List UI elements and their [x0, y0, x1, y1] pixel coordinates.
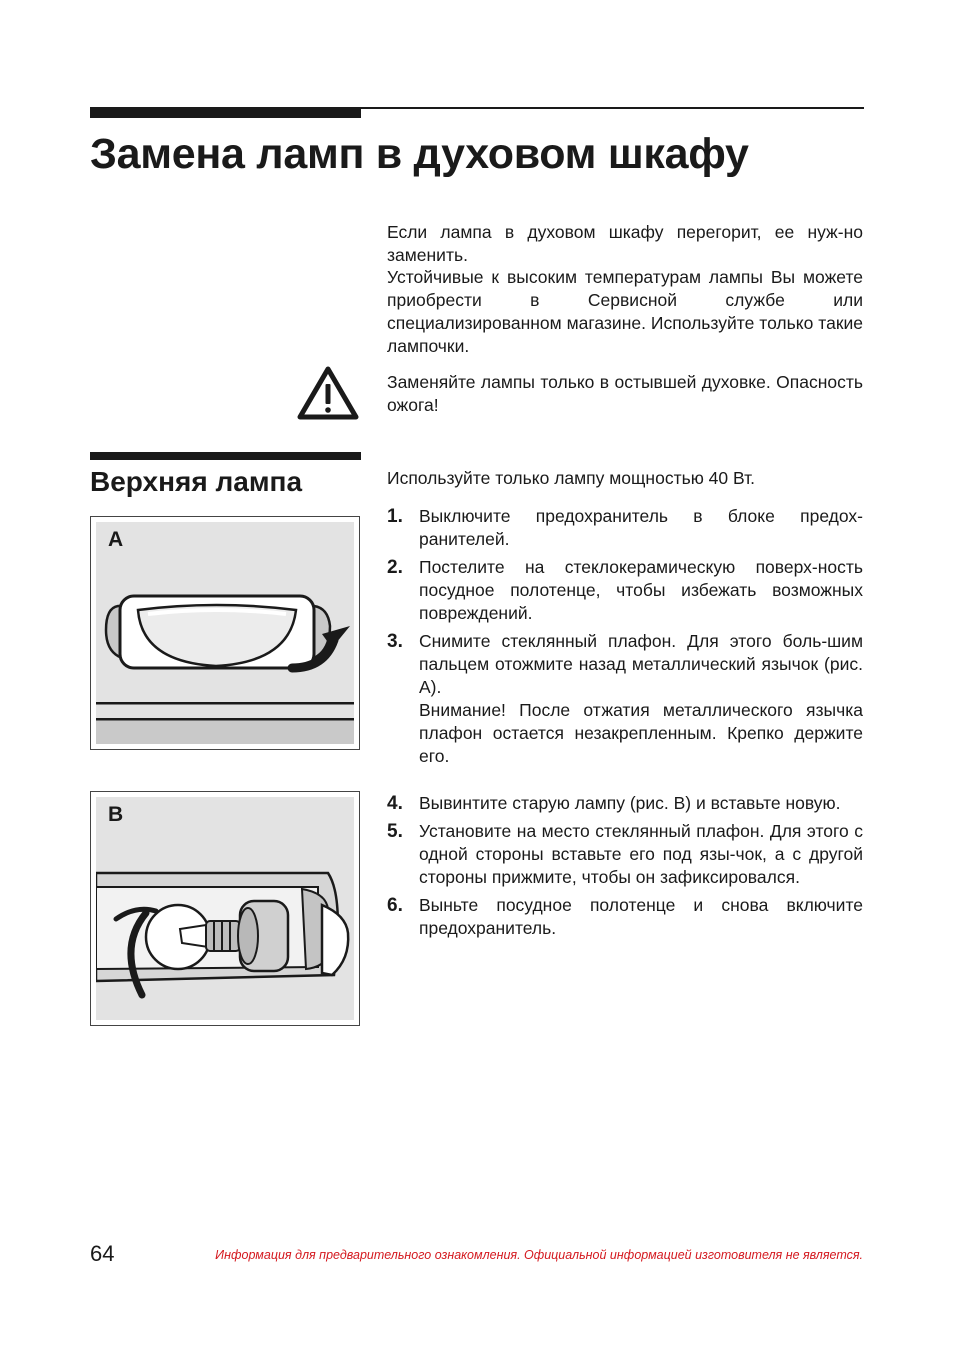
figure-a	[90, 516, 360, 750]
step-1-number: 1.	[387, 506, 403, 527]
step-1-text: Выключите предохранитель в блоке предох-ранителей.	[419, 506, 863, 549]
header-rule-thick	[90, 109, 361, 118]
section-title: Верхняя лампа	[90, 466, 303, 497]
step-2-text: Постелите на стеклокерамическую поверх-ность посудное полотенце, чтобы избежать возможных повреждений.	[419, 557, 863, 623]
step-4-text: Вывинтите старую лампу (рис. B) и вставьте новую.	[419, 793, 841, 813]
section-lead: Используйте только лампу мощностью 40 Вт.	[387, 468, 756, 488]
step-2	[387, 556, 863, 625]
steps-list-1	[387, 505, 863, 768]
page-number: 64	[90, 1241, 115, 1266]
section-rule	[90, 452, 361, 460]
step-3-text: Снимите стеклянный плафон. Для этого боль-шим пальцем отожмите назад металлический язычок (рис. A).	[419, 631, 863, 697]
figure-b-label: B	[108, 803, 124, 826]
step-4	[387, 792, 863, 815]
intro-paragraph-2: Устойчивые к высоким температурам лампы Вы можете приобрести в Сервисной службе или специализированном магазине. Используйте только такие лампочки.	[387, 267, 863, 356]
warning-triangle-icon	[297, 366, 359, 420]
figure-b	[90, 791, 360, 1026]
figure-b-panel	[96, 797, 354, 1020]
step-2-number: 2.	[387, 557, 403, 578]
footer-disclaimer: Информация для предварительного ознакомления. Официальной информацией изготовителя не является.	[215, 1248, 863, 1262]
intro-paragraph-1: Если лампа в духовом шкафу перегорит, ее нуж-но заменить.	[387, 222, 863, 265]
step-5-text: Установите на место стеклянный плафон. Для этого с одной стороны вставьте его под язы-чок, а с другой стороны прижмите, чтобы он зафиксировался.	[419, 821, 863, 887]
lamp-cover-removal-illustration	[96, 522, 354, 744]
step-3-warning-note: Внимание! После отжатия металлического язычка плафон остается незакрепленным. Крепко держите его.	[419, 700, 863, 766]
step-3	[387, 630, 863, 768]
page-title: Замена ламп в духовом шкафу	[90, 130, 749, 178]
bulb-replacement-illustration	[96, 797, 354, 1020]
step-5-number: 5.	[387, 821, 403, 842]
steps-list-2	[387, 792, 863, 940]
step-5	[387, 820, 863, 889]
step-1	[387, 505, 863, 551]
figure-a-label: A	[108, 528, 124, 551]
warning-text: Заменяйте лампы только в остывшей духовке. Опасность ожога!	[387, 372, 863, 415]
figure-a-panel	[96, 522, 354, 744]
step-6	[387, 894, 863, 940]
step-6-number: 6.	[387, 895, 403, 916]
step-4-number: 4.	[387, 793, 403, 814]
step-6-text: Выньте посудное полотенце и снова включите предохранитель.	[419, 895, 863, 938]
step-3-number: 3.	[387, 631, 403, 652]
